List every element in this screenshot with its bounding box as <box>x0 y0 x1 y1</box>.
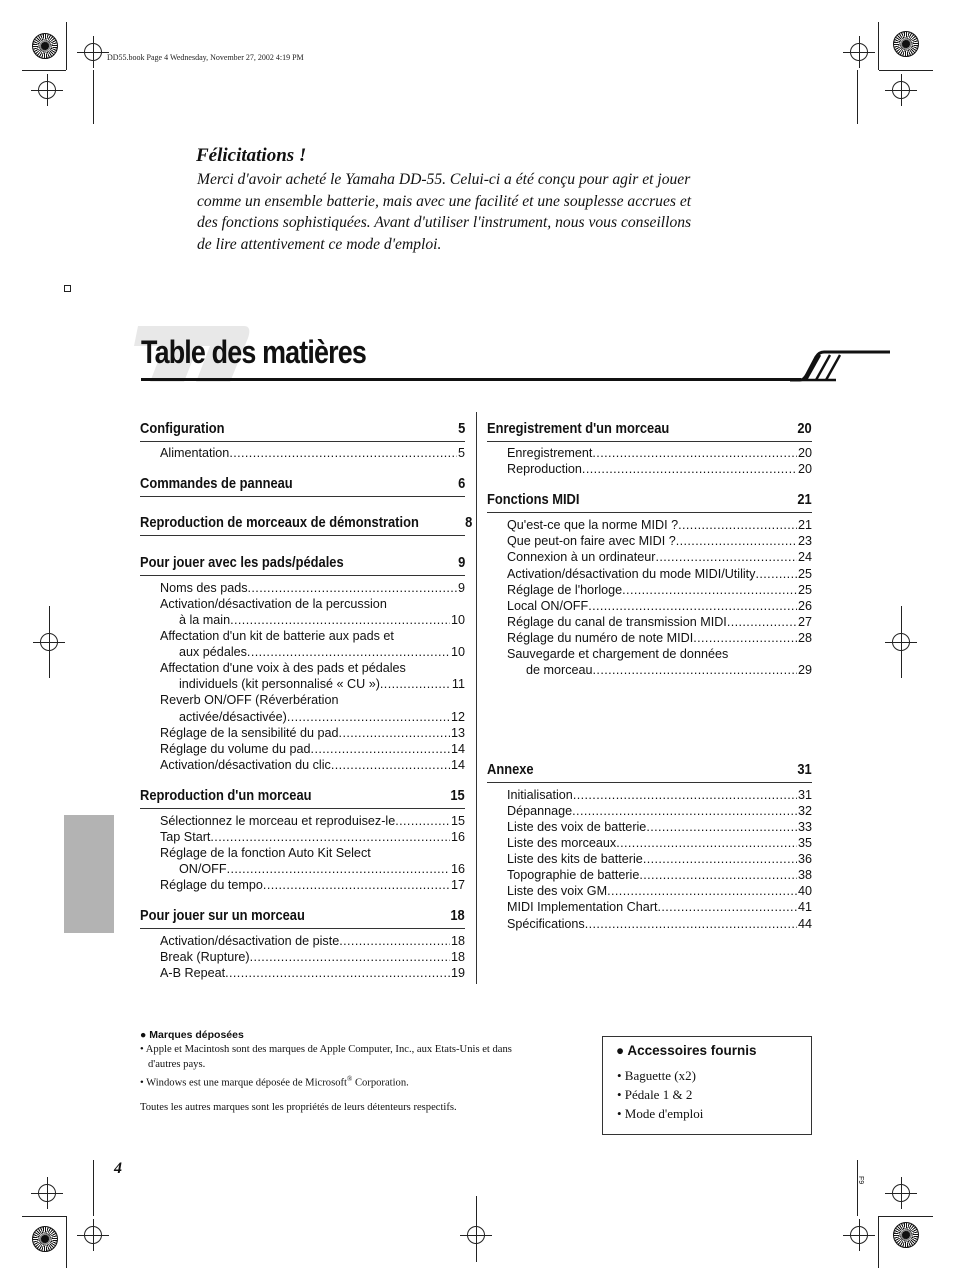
registration-wheel-icon <box>893 31 919 57</box>
intro-paragraph: Merci d'avoir acheté le Yamaha DD-55. Celui-ci a été conçu pour agir et jouer comme un ensemble batterie, mais avec une facilité et une souplesse accrues et des fonctions sophistiquées. Avant d'utiliser l'instrument, nous vous conseillons de lire attentivement ce mode d'emploi. <box>197 171 692 253</box>
toc-entry[interactable]: Liste des morceaux ..... 35 <box>507 835 812 851</box>
toc-entry[interactable]: Liste des voix GM ..... 40 <box>507 883 812 899</box>
margin-marker <box>64 285 71 292</box>
toc-section-configuration[interactable]: Configuration 5 <box>140 420 465 442</box>
toc-entry[interactable]: Activation/désactivation de la percussion <box>160 597 387 611</box>
toc-entry[interactable]: Noms des pads ..... 9 <box>160 580 465 596</box>
toc-entry[interactable]: Activation/désactivation du clic ..... 14 <box>160 757 465 773</box>
toc-entry[interactable]: individuels (kit personnalisé « CU ») ..... 11 <box>179 676 465 692</box>
toc-entry[interactable]: Local ON/OFF ..... 26 <box>507 598 812 614</box>
trademark-note: Toutes les autres marques sont les propriétés de leurs détenteurs respectifs. <box>140 1101 457 1113</box>
registration-target-icon <box>892 1184 910 1202</box>
toc-section-midi[interactable]: Fonctions MIDI 21 <box>487 491 812 513</box>
accessories-box <box>602 1036 812 1135</box>
registration-target-icon <box>850 1226 868 1244</box>
toc-title: Table des matières <box>141 334 366 370</box>
toc-entry[interactable]: à la main ..... 10 <box>179 612 465 628</box>
trademark-line: d'autres pays. <box>148 1059 206 1070</box>
toc-section-annexe[interactable]: Annexe 31 <box>487 761 812 783</box>
document-code: F9 <box>857 1176 864 1185</box>
toc-entry[interactable]: Qu'est-ce que la norme MIDI ? ..... 21 <box>507 517 812 533</box>
registration-target-icon <box>38 1184 56 1202</box>
toc-entry[interactable]: Initialisation ..... 31 <box>507 787 812 803</box>
toc-entry[interactable]: Spécifications ..... 44 <box>507 916 812 932</box>
intro-title: Félicitations ! <box>196 145 307 166</box>
toc-entry[interactable]: Réglage de l'horloge ..... 25 <box>507 582 812 598</box>
toc-entry[interactable]: Réglage du tempo ..... 17 <box>160 877 465 893</box>
toc-entry[interactable]: MIDI Implementation Chart ..... 41 <box>507 899 812 915</box>
trademarks-block <box>140 1029 590 1115</box>
file-info-line: DD55.book Page 4 Wednesday, November 27, 2002 4:19 PM <box>107 53 304 62</box>
toc-entry[interactable]: Activation/désactivation du mode MIDI/Utility ..... 25 <box>507 566 812 582</box>
toc-entry[interactable]: Sauvegarde et chargement de données <box>507 647 729 661</box>
page-number: 4 <box>114 1160 122 1177</box>
bullet-circle-icon: ● <box>616 1043 625 1058</box>
toc-entry[interactable]: Affectation d'un kit de batterie aux pads et <box>160 629 394 643</box>
toc-entry[interactable]: Réglage du volume du pad ..... 14 <box>160 741 465 757</box>
registration-target-icon <box>84 1226 102 1244</box>
toc-entry[interactable]: Break (Rupture) ..... 18 <box>160 949 465 965</box>
registration-target-icon <box>84 43 102 61</box>
toc-section-jouer-morceau[interactable]: Pour jouer sur un morceau 18 <box>140 907 465 929</box>
trademark-line: • Apple et Macintosh sont des marques de Apple Computer, Inc., aux Etats-Unis et dans <box>140 1044 512 1055</box>
toc-entry[interactable]: Dépannage ..... 32 <box>507 803 812 819</box>
toc-entry[interactable]: Connexion à un ordinateur ..... 24 <box>507 549 812 565</box>
bullet-circle-icon: ● <box>140 1029 147 1041</box>
toc-section-commandes[interactable]: Commandes de panneau 6 <box>140 475 465 497</box>
language-tab <box>64 815 114 933</box>
accessory-item: • Pédale 1 & 2 <box>617 1087 693 1102</box>
column-divider <box>476 412 477 984</box>
toc-section-demo[interactable]: Reproduction de morceaux de démonstration 8 <box>140 514 465 536</box>
accessory-item: • Baguette (x2) <box>617 1068 696 1083</box>
registration-wheel-icon <box>32 33 58 59</box>
toc-entry[interactable]: Réglage du canal de transmission MIDI ..... 27 <box>507 614 812 630</box>
toc-entry[interactable]: aux pédales ..... 10 <box>179 644 465 660</box>
registration-wheel-icon <box>893 1222 919 1248</box>
toc-entry[interactable]: de morceau ..... 29 <box>526 662 812 678</box>
toc-entry[interactable]: Réglage de la sensibilité du pad ..... 13 <box>160 725 465 741</box>
toc-entry[interactable]: Affectation d'une voix à des pads et pédales <box>160 661 406 675</box>
toc-entry[interactable]: Liste des kits de batterie ..... 36 <box>507 851 812 867</box>
registration-wheel-icon <box>32 1226 58 1252</box>
registration-target-icon <box>850 43 868 61</box>
trademarks-title: ● Marques déposées <box>140 1029 244 1041</box>
toc-entry[interactable]: Activation/désactivation de piste ..... 18 <box>160 933 465 949</box>
trademark-line: • Windows est une marque déposée de Microsoft® Corporation. <box>140 1075 409 1089</box>
registration-target-icon <box>38 81 56 99</box>
toc-entry[interactable]: Topographie de batterie ..... 38 <box>507 867 812 883</box>
toc-entry[interactable]: activée/désactivée) ..... 12 <box>179 709 465 725</box>
toc-section-reproduction[interactable]: Reproduction d'un morceau 15 <box>140 787 465 809</box>
toc-entry[interactable]: Alimentation ..... 5 <box>160 445 465 461</box>
toc-entry[interactable]: ON/OFF ..... 16 <box>179 861 465 877</box>
toc-entry[interactable]: Enregistrement ..... 20 <box>507 445 812 461</box>
toc-section-pads[interactable]: Pour jouer avec les pads/pédales 9 <box>140 554 465 576</box>
toc-entry[interactable]: Réglage du numéro de note MIDI ..... 28 <box>507 630 812 646</box>
registration-target-icon <box>892 81 910 99</box>
toc-entry[interactable]: Réglage de la fonction Auto Kit Select <box>160 846 371 860</box>
toc-entry[interactable]: Tap Start ..... 16 <box>160 829 465 845</box>
toc-section-enregistrement[interactable]: Enregistrement d'un morceau 20 <box>487 420 812 442</box>
toc-entry[interactable]: A-B Repeat ..... 19 <box>160 965 465 981</box>
toc-entry[interactable]: Reproduction ..... 20 <box>507 461 812 477</box>
title-rule <box>141 378 801 381</box>
toc-entry[interactable]: Sélectionnez le morceau et reproduisez-le ..... 15 <box>160 813 465 829</box>
toc-entry[interactable]: Reverb ON/OFF (Réverbération <box>160 693 339 707</box>
accessories-title: ● Accessoires fournis <box>616 1043 757 1058</box>
accessory-item: • Mode d'emploi <box>617 1106 704 1121</box>
toc-entry[interactable]: Que peut-on faire avec MIDI ? ..... 23 <box>507 533 812 549</box>
toc-entry[interactable]: Liste des voix de batterie ..... 33 <box>507 819 812 835</box>
title-rule-ornament <box>790 349 892 383</box>
